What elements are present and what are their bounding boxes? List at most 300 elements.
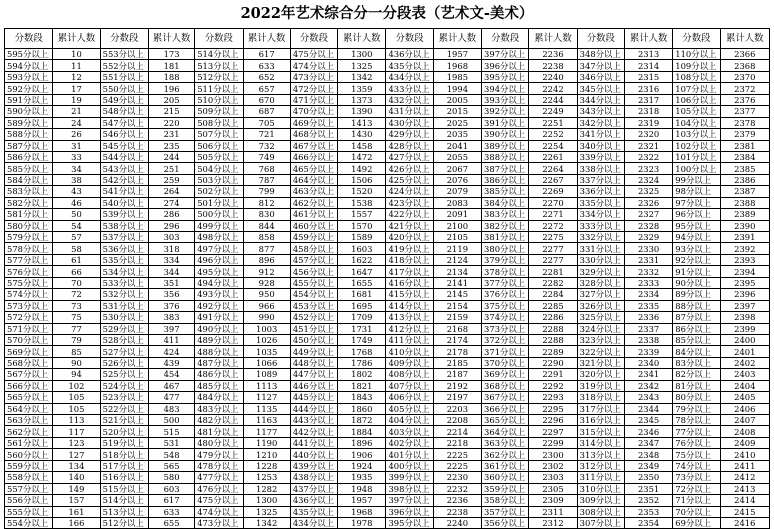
count-cell: 2277 bbox=[529, 243, 577, 254]
header-score-0: 分数段 bbox=[5, 29, 53, 49]
score-cell: 416分以上 bbox=[386, 277, 433, 288]
score-cell: 533分以上 bbox=[100, 277, 148, 288]
score-cell: 514分以上 bbox=[195, 49, 243, 60]
count-cell: 1520 bbox=[338, 186, 386, 197]
count-cell: 264 bbox=[148, 186, 194, 197]
count-cell: 1802 bbox=[338, 369, 386, 380]
count-cell: 657 bbox=[243, 83, 290, 94]
score-cell: 432分以上 bbox=[386, 94, 433, 105]
count-cell: 1190 bbox=[243, 437, 290, 448]
score-cell: 94分以上 bbox=[673, 232, 720, 243]
count-cell: 2335 bbox=[624, 300, 672, 311]
count-cell: 117 bbox=[53, 426, 100, 437]
count-cell: 2041 bbox=[433, 140, 481, 151]
count-cell: 2340 bbox=[624, 357, 672, 368]
count-cell: 2348 bbox=[624, 449, 672, 460]
score-cell: 455分以上 bbox=[290, 277, 337, 288]
count-cell: 1026 bbox=[243, 334, 290, 345]
count-cell: 424 bbox=[148, 346, 194, 357]
count-cell: 2035 bbox=[433, 129, 481, 140]
score-cell: 381分以上 bbox=[482, 232, 529, 243]
count-cell: 858 bbox=[243, 232, 290, 243]
score-cell: 81分以上 bbox=[673, 380, 720, 391]
score-cell: 310分以上 bbox=[577, 483, 624, 494]
score-cell: 376分以上 bbox=[482, 289, 529, 300]
score-cell: 586分以上 bbox=[5, 151, 53, 162]
count-cell: 2240 bbox=[529, 71, 577, 82]
count-cell: 2334 bbox=[624, 289, 672, 300]
score-cell: 344分以上 bbox=[577, 94, 624, 105]
score-cell: 530分以上 bbox=[100, 312, 148, 323]
count-cell: 2282 bbox=[529, 277, 577, 288]
count-cell: 2320 bbox=[624, 129, 672, 140]
count-cell: 2414 bbox=[720, 495, 769, 506]
score-cell: 402分以上 bbox=[386, 437, 433, 448]
count-cell: 603 bbox=[148, 483, 194, 494]
score-cell: 547分以上 bbox=[100, 117, 148, 128]
score-cell: 73分以上 bbox=[673, 472, 720, 483]
count-cell: 2317 bbox=[624, 94, 672, 105]
count-cell: 2381 bbox=[720, 140, 769, 151]
count-cell: 2349 bbox=[624, 460, 672, 471]
count-cell: 1342 bbox=[338, 71, 386, 82]
count-cell: 1390 bbox=[338, 106, 386, 117]
count-cell: 2352 bbox=[624, 495, 672, 506]
table-row bbox=[5, 506, 770, 517]
score-cell: 86分以上 bbox=[673, 323, 720, 334]
count-cell: 2083 bbox=[433, 197, 481, 208]
count-cell: 617 bbox=[243, 49, 290, 60]
score-cell: 377分以上 bbox=[482, 277, 529, 288]
score-cell: 413分以上 bbox=[386, 312, 433, 323]
count-cell: 1978 bbox=[338, 517, 386, 528]
count-cell: 1177 bbox=[243, 426, 290, 437]
score-cell: 404分以上 bbox=[386, 415, 433, 426]
count-cell: 1359 bbox=[338, 83, 386, 94]
count-cell: 1896 bbox=[338, 437, 386, 448]
count-cell: 2379 bbox=[720, 129, 769, 140]
count-cell: 334 bbox=[148, 254, 194, 265]
score-cell: 328分以上 bbox=[577, 277, 624, 288]
count-cell: 102 bbox=[53, 380, 100, 391]
count-cell: 483 bbox=[148, 403, 194, 414]
score-cell: 436分以上 bbox=[386, 49, 433, 60]
count-cell: 2327 bbox=[624, 209, 672, 220]
count-cell: 2333 bbox=[624, 277, 672, 288]
count-cell: 2154 bbox=[433, 300, 481, 311]
count-cell: 2296 bbox=[529, 415, 577, 426]
count-cell: 2388 bbox=[720, 197, 769, 208]
score-cell: 395分以上 bbox=[482, 71, 529, 82]
score-cell: 406分以上 bbox=[386, 392, 433, 403]
score-cell: 93分以上 bbox=[673, 243, 720, 254]
count-cell: 2271 bbox=[529, 209, 577, 220]
score-cell: 550分以上 bbox=[100, 83, 148, 94]
count-cell: 2314 bbox=[624, 60, 672, 71]
count-cell: 2413 bbox=[720, 483, 769, 494]
score-cell: 393分以上 bbox=[482, 94, 529, 105]
score-cell: 390分以上 bbox=[482, 129, 529, 140]
score-cell: 562分以上 bbox=[5, 426, 53, 437]
score-cell: 450分以上 bbox=[290, 334, 337, 345]
count-cell: 1557 bbox=[338, 209, 386, 220]
score-cell: 417分以上 bbox=[386, 266, 433, 277]
score-cell: 83分以上 bbox=[673, 357, 720, 368]
score-cell: 388分以上 bbox=[482, 151, 529, 162]
score-cell: 421分以上 bbox=[386, 220, 433, 231]
count-cell: 1210 bbox=[243, 449, 290, 460]
count-cell: 2391 bbox=[720, 232, 769, 243]
table-row bbox=[5, 380, 770, 391]
score-cell: 464分以上 bbox=[290, 174, 337, 185]
count-cell: 2405 bbox=[720, 392, 769, 403]
count-cell: 2055 bbox=[433, 151, 481, 162]
count-cell: 2392 bbox=[720, 243, 769, 254]
count-cell: 34 bbox=[53, 163, 100, 174]
header-score-3: 分数段 bbox=[290, 29, 337, 49]
count-cell: 2254 bbox=[529, 140, 577, 151]
score-cell: 516分以上 bbox=[100, 472, 148, 483]
score-cell: 92分以上 bbox=[673, 254, 720, 265]
count-cell: 2370 bbox=[720, 71, 769, 82]
count-cell: 2267 bbox=[529, 174, 577, 185]
count-cell: 2218 bbox=[433, 437, 481, 448]
count-cell: 1430 bbox=[338, 129, 386, 140]
table-row bbox=[5, 460, 770, 471]
count-cell: 2288 bbox=[529, 323, 577, 334]
count-cell: 830 bbox=[243, 209, 290, 220]
count-cell: 351 bbox=[148, 277, 194, 288]
count-cell: 1603 bbox=[338, 243, 386, 254]
count-cell: 2286 bbox=[529, 312, 577, 323]
count-cell: 670 bbox=[243, 94, 290, 105]
count-cell: 57 bbox=[53, 232, 100, 243]
score-cell: 579分以上 bbox=[5, 232, 53, 243]
count-cell: 2145 bbox=[433, 289, 481, 300]
count-cell: 376 bbox=[148, 300, 194, 311]
score-cell: 367分以上 bbox=[482, 392, 529, 403]
score-cell: 348分以上 bbox=[577, 49, 624, 60]
score-cell: 401分以上 bbox=[386, 449, 433, 460]
count-cell: 220 bbox=[148, 117, 194, 128]
table-row bbox=[5, 117, 770, 128]
count-cell: 123 bbox=[53, 437, 100, 448]
score-cell: 445分以上 bbox=[290, 392, 337, 403]
score-cell: 382分以上 bbox=[482, 220, 529, 231]
count-cell: 2390 bbox=[720, 220, 769, 231]
count-cell: 235 bbox=[148, 140, 194, 151]
score-cell: 91分以上 bbox=[673, 266, 720, 277]
score-cell: 366分以上 bbox=[482, 403, 529, 414]
score-cell: 482分以上 bbox=[195, 415, 243, 426]
score-cell: 333分以上 bbox=[577, 220, 624, 231]
score-cell: 82分以上 bbox=[673, 369, 720, 380]
count-cell: 149 bbox=[53, 483, 100, 494]
score-cell: 96分以上 bbox=[673, 209, 720, 220]
score-cell: 531分以上 bbox=[100, 300, 148, 311]
count-cell: 732 bbox=[243, 140, 290, 151]
score-cell: 475分以上 bbox=[195, 495, 243, 506]
score-cell: 320分以上 bbox=[577, 369, 624, 380]
count-cell: 877 bbox=[243, 243, 290, 254]
count-cell: 2091 bbox=[433, 209, 481, 220]
count-cell: 2337 bbox=[624, 323, 672, 334]
count-cell: 2402 bbox=[720, 357, 769, 368]
table-row bbox=[5, 94, 770, 105]
count-cell: 2336 bbox=[624, 312, 672, 323]
score-cell: 359分以上 bbox=[482, 483, 529, 494]
header-count-1: 累计人数 bbox=[148, 29, 194, 49]
count-cell: 1731 bbox=[338, 323, 386, 334]
count-cell: 2313 bbox=[624, 49, 672, 60]
score-cell: 474分以上 bbox=[195, 506, 243, 517]
score-cell: 343分以上 bbox=[577, 106, 624, 117]
score-cell: 585分以上 bbox=[5, 163, 53, 174]
count-cell: 251 bbox=[148, 163, 194, 174]
count-cell: 54 bbox=[53, 220, 100, 231]
count-cell: 2403 bbox=[720, 369, 769, 380]
score-cell: 551分以上 bbox=[100, 71, 148, 82]
score-cell: 466分以上 bbox=[290, 151, 337, 162]
score-cell: 110分以上 bbox=[673, 49, 720, 60]
score-cell: 396分以上 bbox=[386, 506, 433, 517]
score-cell: 79分以上 bbox=[673, 403, 720, 414]
count-cell: 580 bbox=[148, 472, 194, 483]
score-cell: 317分以上 bbox=[577, 403, 624, 414]
count-cell: 2399 bbox=[720, 323, 769, 334]
score-cell: 461分以上 bbox=[290, 209, 337, 220]
count-cell: 2324 bbox=[624, 174, 672, 185]
count-cell: 2316 bbox=[624, 83, 672, 94]
score-cell: 386分以上 bbox=[482, 174, 529, 185]
score-cell: 103分以上 bbox=[673, 129, 720, 140]
score-cell: 471分以上 bbox=[290, 94, 337, 105]
score-cell: 521分以上 bbox=[100, 415, 148, 426]
count-cell: 1968 bbox=[433, 60, 481, 71]
count-cell: 531 bbox=[148, 437, 194, 448]
count-cell: 2353 bbox=[624, 506, 672, 517]
count-cell: 286 bbox=[148, 209, 194, 220]
count-cell: 318 bbox=[148, 243, 194, 254]
table-row bbox=[5, 254, 770, 265]
count-cell: 950 bbox=[243, 289, 290, 300]
score-cell: 587分以上 bbox=[5, 140, 53, 151]
count-cell: 2141 bbox=[433, 277, 481, 288]
count-cell: 21 bbox=[53, 106, 100, 117]
count-cell: 2203 bbox=[433, 403, 481, 414]
count-cell: 1860 bbox=[338, 403, 386, 414]
score-cell: 458分以上 bbox=[290, 243, 337, 254]
score-cell: 89分以上 bbox=[673, 289, 720, 300]
score-cell: 567分以上 bbox=[5, 369, 53, 380]
score-cell: 415分以上 bbox=[386, 289, 433, 300]
score-cell: 326分以上 bbox=[577, 300, 624, 311]
score-cell: 507分以上 bbox=[195, 129, 243, 140]
count-cell: 274 bbox=[148, 197, 194, 208]
count-cell: 356 bbox=[148, 289, 194, 300]
score-cell: 397分以上 bbox=[386, 495, 433, 506]
count-cell: 2341 bbox=[624, 369, 672, 380]
table-header-row bbox=[5, 29, 770, 49]
score-cell: 71分以上 bbox=[673, 495, 720, 506]
table-row bbox=[5, 71, 770, 82]
score-cell: 105分以上 bbox=[673, 106, 720, 117]
count-cell: 397 bbox=[148, 323, 194, 334]
score-cell: 497分以上 bbox=[195, 243, 243, 254]
count-cell: 2377 bbox=[720, 106, 769, 117]
score-cell: 362分以上 bbox=[482, 449, 529, 460]
count-cell: 2275 bbox=[529, 232, 577, 243]
score-cell: 510分以上 bbox=[195, 94, 243, 105]
score-cell: 440分以上 bbox=[290, 449, 337, 460]
score-cell: 425分以上 bbox=[386, 174, 433, 185]
score-cell: 506分以上 bbox=[195, 140, 243, 151]
count-cell: 2270 bbox=[529, 197, 577, 208]
score-cell: 380分以上 bbox=[482, 243, 529, 254]
score-cell: 472分以上 bbox=[290, 83, 337, 94]
score-cell: 405分以上 bbox=[386, 403, 433, 414]
count-cell: 2347 bbox=[624, 437, 672, 448]
count-cell: 2288 bbox=[529, 334, 577, 345]
count-cell: 2321 bbox=[624, 140, 672, 151]
count-cell: 259 bbox=[148, 174, 194, 185]
count-cell: 2408 bbox=[720, 426, 769, 437]
score-cell: 556分以上 bbox=[5, 495, 53, 506]
score-cell: 97分以上 bbox=[673, 197, 720, 208]
count-cell: 2376 bbox=[720, 94, 769, 105]
count-cell: 2396 bbox=[720, 289, 769, 300]
count-cell: 812 bbox=[243, 197, 290, 208]
score-cell: 452分以上 bbox=[290, 312, 337, 323]
score-cell: 537分以上 bbox=[100, 232, 148, 243]
score-cell: 347分以上 bbox=[577, 60, 624, 71]
score-cell: 515分以上 bbox=[100, 483, 148, 494]
count-cell: 2315 bbox=[624, 71, 672, 82]
score-cell: 470分以上 bbox=[290, 106, 337, 117]
count-cell: 2330 bbox=[624, 243, 672, 254]
table-row bbox=[5, 483, 770, 494]
score-cell: 370分以上 bbox=[482, 357, 529, 368]
count-cell: 705 bbox=[243, 117, 290, 128]
score-cell: 467分以上 bbox=[290, 140, 337, 151]
count-cell: 1300 bbox=[338, 49, 386, 60]
score-cell: 489分以上 bbox=[195, 334, 243, 345]
table-row bbox=[5, 403, 770, 414]
score-cell: 429分以上 bbox=[386, 129, 433, 140]
score-cell: 480分以上 bbox=[195, 437, 243, 448]
count-cell: 1655 bbox=[338, 277, 386, 288]
count-cell: 2401 bbox=[720, 346, 769, 357]
count-cell: 2105 bbox=[433, 232, 481, 243]
header-count-6: 累计人数 bbox=[624, 29, 672, 49]
table-row bbox=[5, 346, 770, 357]
count-cell: 1066 bbox=[243, 357, 290, 368]
header-score-1: 分数段 bbox=[100, 29, 148, 49]
count-cell: 2290 bbox=[529, 357, 577, 368]
score-cell: 478分以上 bbox=[195, 460, 243, 471]
count-cell: 2214 bbox=[433, 426, 481, 437]
score-cell: 503分以上 bbox=[195, 174, 243, 185]
score-cell: 569分以上 bbox=[5, 346, 53, 357]
score-cell: 492分以上 bbox=[195, 300, 243, 311]
score-cell: 571分以上 bbox=[5, 323, 53, 334]
count-cell: 617 bbox=[148, 495, 194, 506]
score-cell: 561分以上 bbox=[5, 437, 53, 448]
count-cell: 2302 bbox=[529, 460, 577, 471]
count-cell: 500 bbox=[148, 415, 194, 426]
count-cell: 105 bbox=[53, 392, 100, 403]
count-cell: 215 bbox=[148, 106, 194, 117]
count-cell: 296 bbox=[148, 220, 194, 231]
header-score-4: 分数段 bbox=[386, 29, 433, 49]
score-cell: 95分以上 bbox=[673, 220, 720, 231]
score-cell: 337分以上 bbox=[577, 174, 624, 185]
score-cell: 570分以上 bbox=[5, 334, 53, 345]
score-cell: 520分以上 bbox=[100, 426, 148, 437]
score-cell: 576分以上 bbox=[5, 266, 53, 277]
score-cell: 307分以上 bbox=[577, 517, 624, 528]
score-cell: 508分以上 bbox=[195, 117, 243, 128]
score-cell: 513分以上 bbox=[100, 506, 148, 517]
count-cell: 2292 bbox=[529, 380, 577, 391]
score-cell: 474分以上 bbox=[290, 60, 337, 71]
score-cell: 338分以上 bbox=[577, 163, 624, 174]
score-cell: 321分以上 bbox=[577, 357, 624, 368]
table-row bbox=[5, 163, 770, 174]
count-cell: 1342 bbox=[243, 517, 290, 528]
count-cell: 2329 bbox=[624, 232, 672, 243]
score-cell: 573分以上 bbox=[5, 300, 53, 311]
score-cell: 108分以上 bbox=[673, 71, 720, 82]
score-cell: 583分以上 bbox=[5, 186, 53, 197]
score-cell: 412分以上 bbox=[386, 323, 433, 334]
count-cell: 61 bbox=[53, 254, 100, 265]
table-row bbox=[5, 220, 770, 231]
count-cell: 2410 bbox=[720, 449, 769, 460]
score-cell: 322分以上 bbox=[577, 346, 624, 357]
score-cell: 539分以上 bbox=[100, 209, 148, 220]
count-cell: 2328 bbox=[624, 220, 672, 231]
score-cell: 524分以上 bbox=[100, 380, 148, 391]
score-cell: 426分以上 bbox=[386, 163, 433, 174]
count-cell: 2311 bbox=[529, 506, 577, 517]
score-cell: 400分以上 bbox=[386, 460, 433, 471]
count-cell: 196 bbox=[148, 83, 194, 94]
score-cell: 447分以上 bbox=[290, 369, 337, 380]
count-cell: 1589 bbox=[338, 232, 386, 243]
score-cell: 468分以上 bbox=[290, 129, 337, 140]
score-cell: 546分以上 bbox=[100, 129, 148, 140]
score-cell: 502分以上 bbox=[195, 186, 243, 197]
count-cell: 2230 bbox=[433, 472, 481, 483]
count-cell: 231 bbox=[148, 129, 194, 140]
score-cell: 332分以上 bbox=[577, 232, 624, 243]
score-cell: 446分以上 bbox=[290, 380, 337, 391]
count-cell: 140 bbox=[53, 472, 100, 483]
score-cell: 315分以上 bbox=[577, 426, 624, 437]
score-cell: 379分以上 bbox=[482, 254, 529, 265]
table-row bbox=[5, 174, 770, 185]
score-cell: 558分以上 bbox=[5, 472, 53, 483]
count-cell: 2299 bbox=[529, 437, 577, 448]
score-cell: 430分以上 bbox=[386, 117, 433, 128]
score-cell: 327分以上 bbox=[577, 289, 624, 300]
table-row bbox=[5, 289, 770, 300]
count-cell: 79 bbox=[53, 334, 100, 345]
count-cell: 2236 bbox=[529, 49, 577, 60]
count-cell: 50 bbox=[53, 209, 100, 220]
score-cell: 363分以上 bbox=[482, 437, 529, 448]
